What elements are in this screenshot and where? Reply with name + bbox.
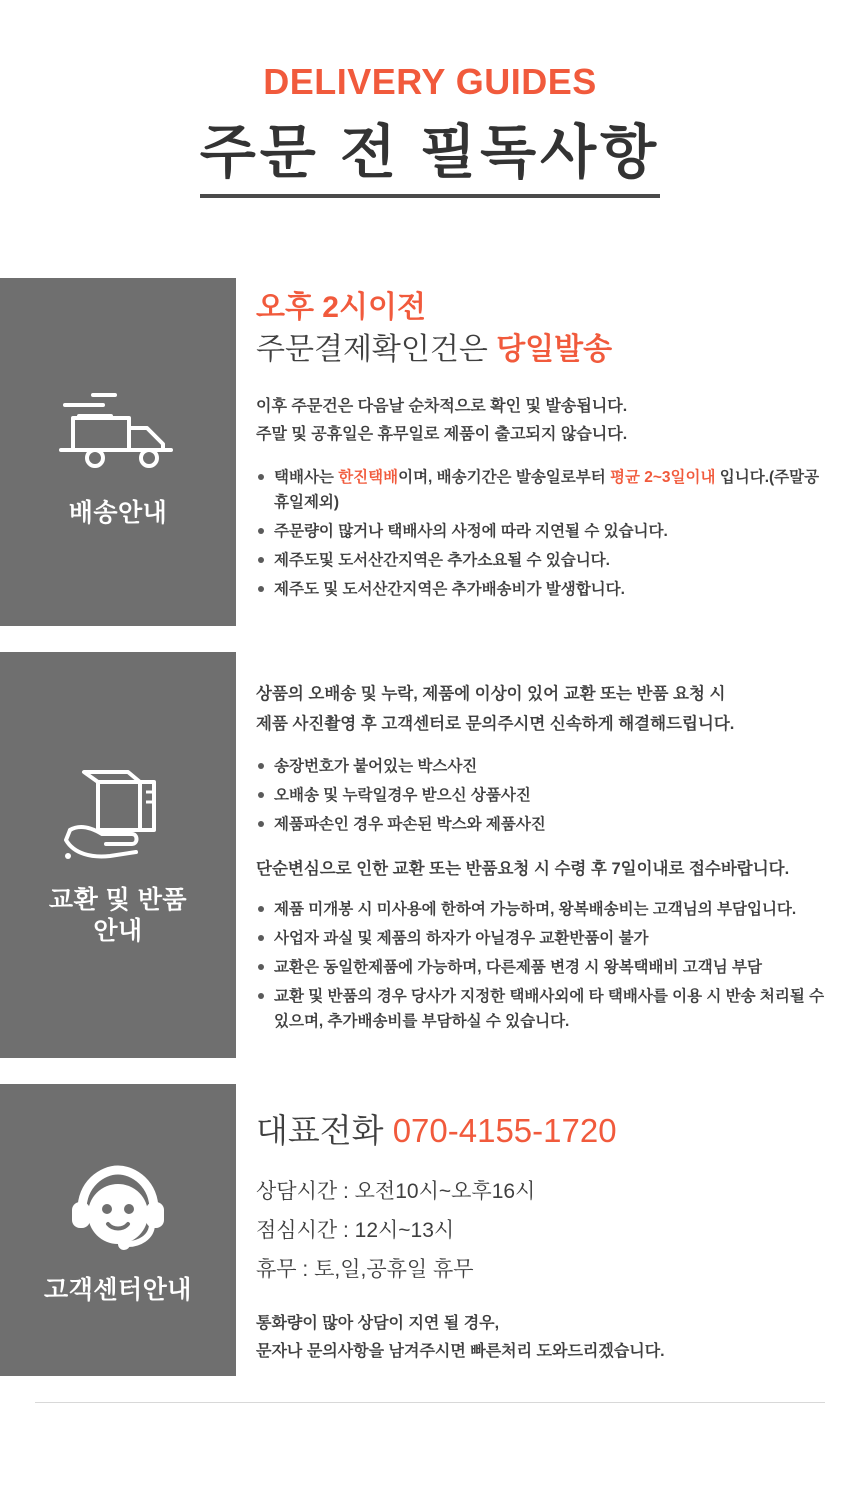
delivery-paragraphs [256, 393, 834, 449]
cs-hours-row: 상담시간 : 오전10시~오후16시 [256, 1180, 536, 1204]
list-item: 교환은 동일한제품에 가능하며, 다른제품 변경 시 왕복택배비 고객님 부담 [256, 955, 834, 980]
delivery-bullet-0-prefix: 택배사는 [274, 468, 339, 486]
exchange-bullet-list-2 [256, 897, 834, 1035]
list-item: 오배송 및 누락일경우 받으신 상품사진 [256, 783, 834, 808]
page-header [0, 0, 860, 198]
bottom-divider [35, 1402, 825, 1403]
cs-phone-label: 대표전화 [256, 1112, 384, 1150]
delivery-side-label: 배송안내 [68, 498, 168, 527]
cs-side-label: 고객센터안내 [44, 1276, 192, 1305]
exchange-side-label-line2: 안내 [93, 917, 143, 946]
list-item: 교환 및 반품의 경우 당사가 지정한 택배사외에 타 택배사를 이용 시 반송 처리될 수 있으며, 추가배송비를 부담하실 수 있습니다. [256, 984, 834, 1034]
delivery-bullet-list [256, 465, 834, 603]
cs-note-1: 통화량이 많아 상담이 지연 될 경우, [256, 1314, 500, 1332]
cs-holiday-row: 휴무 : 토,일,공휴일 휴무 [256, 1257, 474, 1281]
delivery-para-2: 주말 및 공휴일은 휴무일로 제품이 출고되지 않습니다. [256, 425, 628, 443]
delivery-side-panel [0, 278, 236, 626]
delivery-headline-2-highlight: 당일발송 [496, 332, 613, 366]
list-item: 제품 미개봉 시 미사용에 한하여 가능하며, 왕복배송비는 고객님의 부담입니다. [256, 897, 834, 922]
list-item: 주문량이 많거나 택배사의 사정에 따라 지연될 수 있습니다. [256, 519, 834, 544]
section-customer-service [0, 1084, 860, 1375]
list-item: 사업자 과실 및 제품의 하자가 아닐경우 교환반품이 불가 [256, 926, 834, 951]
cs-lunch-row: 점심시간 : 12시~13시 [256, 1219, 455, 1242]
package-return-hand-icon [58, 763, 178, 873]
exchange-sub-lead: 단순변심으로 인한 교환 또는 반품요청 시 수령 후 7일이내로 접수바랍니다. [256, 860, 790, 879]
exchange-lead-2: 제품 사진촬영 후 고객센터로 문의주시면 신속하게 해결해드립니다. [256, 715, 735, 734]
delivery-headline-1: 오후 2시이전 [256, 291, 426, 325]
list-item: 제품파손인 경우 파손된 박스와 제품사진 [256, 812, 834, 837]
delivery-headline-2 [256, 329, 834, 371]
cs-note [256, 1310, 834, 1366]
delivery-para-1: 이후 주문건은 다음날 순차적으로 확인 및 발송됩니다. [256, 397, 628, 415]
cs-content [236, 1084, 860, 1375]
exchange-side-panel [0, 652, 236, 1058]
list-item: 제주도및 도서산간지역은 추가소요될 수 있습니다. [256, 548, 834, 573]
list-item [256, 465, 834, 515]
exchange-side-label [49, 885, 187, 948]
header-eyebrow: DELIVERY GUIDES [263, 61, 597, 102]
exchange-content [236, 652, 860, 1058]
delivery-headline-2-prefix: 주문결제확인건은 [256, 332, 497, 366]
delivery-bullet-0-suffix: 입니다.(주말공휴일제외) [274, 468, 820, 511]
cs-note-2: 문자나 문의사항을 남겨주시면 빠른처리 도와드리겠습니다. [256, 1342, 665, 1360]
cs-phone-number[interactable]: 070-4155-1720 [392, 1112, 617, 1150]
delivery-bullet-0-hl1: 한진택배 [338, 468, 399, 486]
headset-customer-service-icon [58, 1153, 178, 1263]
cs-phone-line [256, 1110, 834, 1153]
exchange-bullet-list-1 [256, 754, 834, 837]
cs-side-panel [0, 1084, 236, 1375]
delivery-bullet-0-mid: 이며, 배송기간은 발송일로부터 [398, 468, 610, 486]
page-title-wrap [0, 120, 860, 199]
delivery-bullet-0-hl2: 평균 2~3일이내 [610, 468, 716, 486]
exchange-lead [256, 680, 834, 739]
exchange-side-label-line1: 교환 및 반품 [48, 886, 188, 915]
exchange-lead-1: 상품의 오배송 및 누락, 제품에 이상이 있어 교환 또는 반품 요청 시 [256, 685, 726, 704]
section-exchange-return [0, 652, 860, 1058]
section-delivery [0, 278, 860, 626]
list-item: 제주도 및 도서산간지역은 추가배송비가 발생합니다. [256, 577, 834, 602]
delivery-content [236, 278, 860, 626]
list-item: 송장번호가 붙어있는 박스사진 [256, 754, 834, 779]
cs-hours-list [256, 1173, 834, 1290]
page-title: 주문 전 필독사항 [200, 120, 660, 199]
delivery-truck-icon [58, 376, 178, 486]
